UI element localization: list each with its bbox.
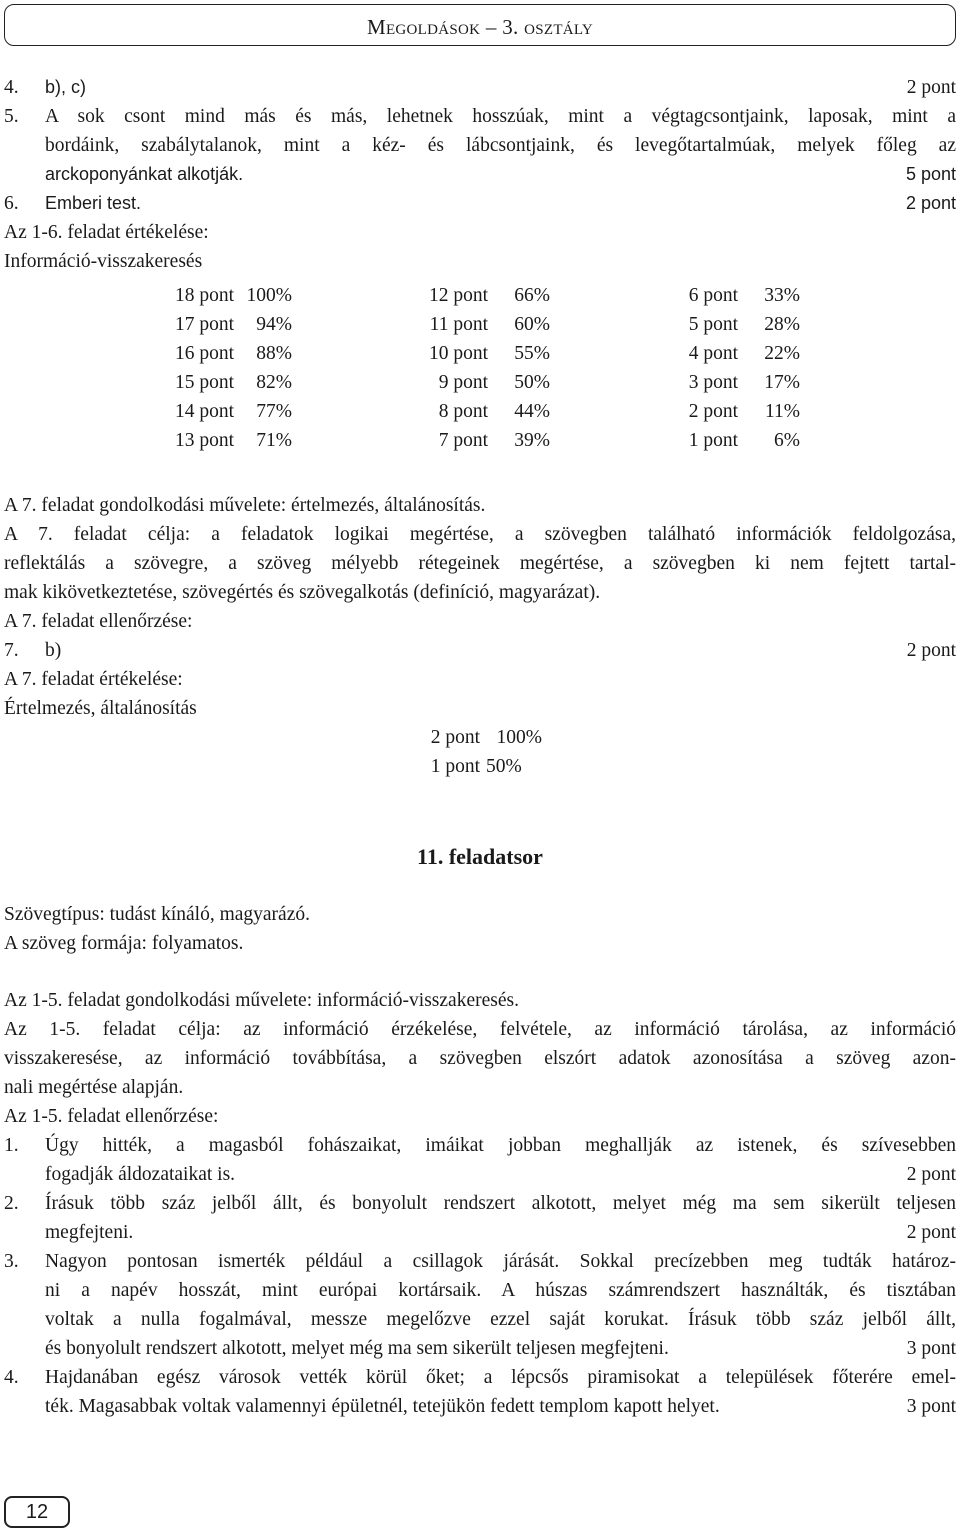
score-percent: 100% bbox=[496, 727, 542, 748]
score-points: 16 pont bbox=[174, 343, 234, 364]
task6-points: 2 pont bbox=[905, 193, 956, 213]
score-percent: 100% bbox=[246, 285, 292, 306]
score-points: 6 pont bbox=[688, 285, 738, 306]
task7-check-heading: A 7. feladat ellenőrzése: bbox=[4, 611, 193, 632]
score-percent: 55% bbox=[514, 343, 550, 364]
section-title: 11. feladatsor bbox=[417, 844, 543, 869]
answer-line: Hajdanában egész városok vették körül őket; a lépcsős piramisokat a települések főterére emel- bbox=[45, 1367, 956, 1388]
score-percent: 33% bbox=[764, 285, 800, 306]
score-row bbox=[158, 310, 292, 339]
score-row bbox=[404, 368, 550, 397]
score-points: 2 pont bbox=[688, 401, 738, 422]
score-row bbox=[404, 310, 550, 339]
task5-line: A sok csont mind más és más, lehetnek hosszúak, mint a végtagcsontjaink, laposak, mint a bbox=[45, 106, 956, 127]
score-points: 10 pont bbox=[428, 343, 488, 364]
task4-points: 2 pont bbox=[906, 77, 956, 98]
task7-eval-heading: A 7. feladat értékelése: bbox=[4, 669, 183, 690]
score-percent: 50% bbox=[514, 372, 550, 393]
score-row bbox=[660, 310, 800, 339]
set11-check-heading: Az 1-5. feladat ellenőrzése: bbox=[4, 1106, 219, 1127]
score-row bbox=[660, 368, 800, 397]
task7-number: 7. bbox=[4, 640, 19, 661]
score-points: 1 pont bbox=[430, 756, 480, 777]
score-points: 2 pont bbox=[430, 727, 480, 748]
score-row bbox=[420, 752, 538, 781]
answer-line: Nagyon pontosan ismerték például a csillagok járását. Sokkal precízebben meg tudták határoz- bbox=[45, 1251, 956, 1272]
score-percent: 11% bbox=[764, 401, 800, 422]
score-percent: 39% bbox=[514, 430, 550, 451]
score-percent: 17% bbox=[764, 372, 800, 393]
score-row bbox=[404, 397, 550, 426]
set11-goal-line: nali megértése alapján. bbox=[4, 1077, 184, 1098]
score-row bbox=[660, 397, 800, 426]
set11-goal-line: Az 1-5. feladat célja: az információ érzékelése, felvétele, az információ tárolása, az információ bbox=[4, 1019, 956, 1040]
score-percent: 22% bbox=[764, 343, 800, 364]
score-percent: 82% bbox=[256, 372, 292, 393]
score-points: 17 pont bbox=[174, 314, 234, 335]
score-points: 11 pont bbox=[429, 314, 488, 335]
text-type: Szövegtípus: tudást kínáló, magyarázó. bbox=[4, 904, 310, 925]
score-row bbox=[158, 339, 292, 368]
answer-line: Írásuk több száz jelből állt, és bonyolult rendszert alkotott, melyet még ma sem sikerült teljesen bbox=[45, 1193, 956, 1214]
task6-answer: Emberi test. bbox=[45, 193, 142, 213]
task5-line: arckoponyánkat alkotják. bbox=[45, 164, 244, 184]
task7-answer: b) bbox=[45, 640, 62, 661]
score-percent: 66% bbox=[514, 285, 550, 306]
score-points: 3 pont bbox=[688, 372, 738, 393]
text-form: A szöveg formája: folyamatos. bbox=[4, 933, 244, 954]
score-percent: 50% bbox=[486, 756, 522, 777]
task6-number: 6. bbox=[4, 193, 19, 214]
task5-points: 5 pont bbox=[905, 164, 956, 184]
task7-goal-line: reflektálás a szövegre, a szöveg mélyebb rétegeinek megértése, a szövegben ki nem fejtett tartal- bbox=[4, 553, 956, 574]
answer-points: 2 pont bbox=[906, 1222, 956, 1243]
score-points: 12 pont bbox=[428, 285, 488, 306]
set11-goal-line: visszakeresése, az információ továbbítása, a szövegben elszórt adatok azonosítása a szöveg azon- bbox=[4, 1048, 956, 1069]
answer-line: ték. Magasabbak voltak valamennyi épületnél, tetejükön fedett templom kapott helyet. bbox=[45, 1396, 720, 1417]
task7-goal-line: A 7. feladat célja: a feladatok logikai megértése, a szövegben található információk feldolgozása, bbox=[4, 524, 956, 545]
score-points: 5 pont bbox=[688, 314, 738, 335]
score-percent: 44% bbox=[514, 401, 550, 422]
task7-eval-category: Értelmezés, általánosítás bbox=[4, 698, 197, 719]
score-percent: 71% bbox=[256, 430, 292, 451]
score-row bbox=[660, 281, 800, 310]
answer-number: 3. bbox=[4, 1251, 19, 1272]
score-points: 4 pont bbox=[688, 343, 738, 364]
score-points: 1 pont bbox=[688, 430, 738, 451]
task4-number: 4. bbox=[4, 77, 19, 98]
score-points: 8 pont bbox=[438, 401, 488, 422]
score-row bbox=[420, 723, 542, 752]
running-header bbox=[4, 4, 956, 46]
score-row bbox=[404, 281, 550, 310]
score-percent: 94% bbox=[256, 314, 292, 335]
answer-number: 2. bbox=[4, 1193, 19, 1214]
score-row bbox=[404, 339, 550, 368]
score-points: 18 pont bbox=[174, 285, 234, 306]
score-points: 7 pont bbox=[438, 430, 488, 451]
score-row bbox=[660, 339, 800, 368]
answer-number: 1. bbox=[4, 1135, 19, 1156]
answer-points: 3 pont bbox=[906, 1396, 956, 1417]
task4-answer: b), c) bbox=[45, 77, 87, 97]
answer-line: ni a napév hosszát, mint európai kortársaik. A húszas számrendszert használták, és tisztában bbox=[45, 1280, 956, 1301]
task7-operation: A 7. feladat gondolkodási művelete: értelmezés, általánosítás. bbox=[4, 495, 486, 516]
answer-points: 3 pont bbox=[906, 1338, 956, 1359]
score-points: 15 pont bbox=[174, 372, 234, 393]
answer-line: voltak a nulla fogalmával, messze megelőzve ezzel saját korukat. Írásuk több száz jelből állt, bbox=[45, 1309, 956, 1330]
score-points: 14 pont bbox=[174, 401, 234, 422]
score-percent: 28% bbox=[764, 314, 800, 335]
answer-line: Úgy hitték, a magasból fohászaikat, imáikat jobban meghallják az istenek, és szívesebben bbox=[45, 1135, 956, 1156]
score-percent: 88% bbox=[256, 343, 292, 364]
score-row bbox=[158, 281, 292, 310]
score-percent: 60% bbox=[514, 314, 550, 335]
eval-category: Információ-visszakeresés bbox=[4, 251, 203, 272]
answer-points: 2 pont bbox=[906, 1164, 956, 1185]
score-percent: 77% bbox=[256, 401, 292, 422]
answer-line: megfejteni. bbox=[45, 1222, 134, 1243]
set11-operation: Az 1-5. feladat gondolkodási művelete: információ-visszakeresés. bbox=[4, 990, 519, 1011]
score-points: 13 pont bbox=[174, 430, 234, 451]
answer-number: 4. bbox=[4, 1367, 19, 1388]
task5-number: 5. bbox=[4, 106, 19, 127]
running-header-title: Megoldások – 3. osztály bbox=[366, 15, 594, 39]
score-row bbox=[158, 368, 292, 397]
score-percent: 6% bbox=[774, 430, 800, 451]
score-row bbox=[158, 397, 292, 426]
eval-heading: Az 1-6. feladat értékelése: bbox=[4, 222, 209, 243]
score-row bbox=[158, 426, 292, 455]
task5-line: bordáink, szabálytalanok, mint a kéz- és lábcsontjaink, és levegőtartalmúak, melyek főleg az bbox=[45, 135, 956, 156]
task7-points: 2 pont bbox=[906, 640, 956, 661]
answer-line: fogadják áldozataikat is. bbox=[45, 1164, 236, 1185]
score-row bbox=[404, 426, 550, 455]
score-row bbox=[660, 426, 800, 455]
page-number: 12 bbox=[4, 1496, 70, 1528]
answer-line: és bonyolult rendszert alkotott, melyet még ma sem sikerült teljesen megfejteni. bbox=[45, 1338, 669, 1359]
task7-goal-line: mak kikövetkeztetése, szövegértés és szövegalkotás (definíció, magyarázat). bbox=[4, 582, 601, 603]
score-points: 9 pont bbox=[438, 372, 488, 393]
